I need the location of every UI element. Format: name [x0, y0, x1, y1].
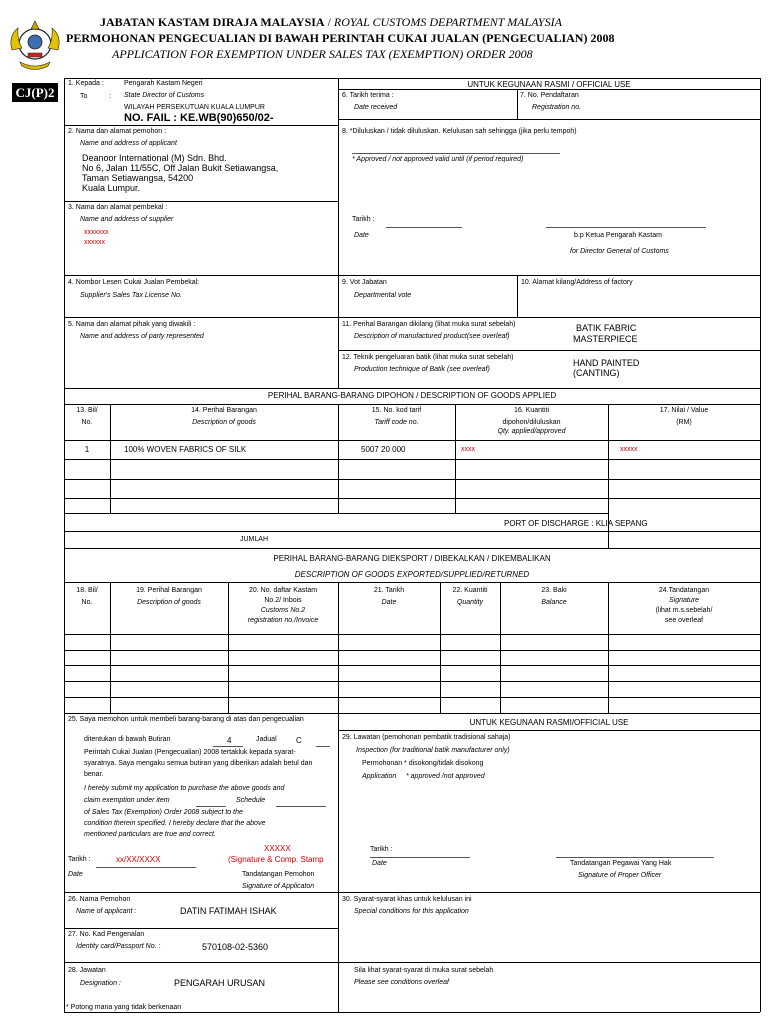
exp-col-date: 21. Tarikh Date: [373, 587, 405, 606]
item-underline: [213, 746, 243, 747]
row-no: 1: [84, 445, 90, 454]
row-tariff: 5007 20 000: [361, 445, 406, 454]
sec1-to: To: [80, 93, 88, 100]
sec30-sub: Special conditions for this application: [354, 908, 469, 915]
sec25-line3: Perintah Cukai Jualan (Pengecualian) 2008 tertakluk kepada syarat-: [84, 749, 296, 756]
exp-col-balance: 23. Baki Balance: [541, 587, 567, 606]
header-title: JABATAN KASTAM DIRAJA MALAYSIA / ROYAL CUSTOMS DEPARTMENT MALAYSIA: [100, 15, 562, 29]
goods-exported-title: PERIHAL BARANG-BARANG DIEKSPORT / DIBEKALKAN / DIKEMBALIKAN: [273, 554, 551, 563]
sec25-sig-sub: Signature of Applicaton: [242, 883, 315, 890]
sec25-en-3: of Sales Tax (Exemption) Order 2008 subject to the: [84, 809, 243, 816]
identity-number-value: 570108-02-5360: [202, 942, 269, 952]
sec12-sub: Production technique of Batik (see overleaf): [354, 366, 490, 373]
sec27-sub: Identity card/Passport No. :: [76, 943, 161, 950]
col-header-description: 14. Perihal Barangan Description of goods: [191, 407, 257, 426]
government-crest-icon: [6, 18, 64, 74]
header-subtitle: PERMOHONAN PENGECUALIAN DI BAWAH PERINTAH CUKAI JUALAN (PENGECUALIAN) 2008: [66, 31, 615, 45]
conditions-line-2: Please see conditions overleaf: [354, 979, 449, 986]
exp-col-signature: 24.Tandatangan Signature (lihat m.s.sebelah/ see overleaf: [655, 587, 713, 624]
supplier-value-1: xxxxxxx: [84, 229, 109, 236]
officer-date-line: [370, 857, 470, 858]
sec8-label: 8. *Diluluskan / tidak diluluskan. Kelulusan sah sehingga (jika perlu tempoh): [342, 128, 577, 135]
sec6-sub: Date received: [354, 104, 398, 111]
product-value-1: BATIK FABRIC: [576, 323, 637, 333]
col-header-quantity: 16. Kuantiti dipohon/diluluskan Qty. applied/approved: [497, 407, 566, 435]
col-header-no: 13. Bil/ No.: [76, 407, 98, 426]
sec25-date-value: xx/XX/XXXX: [116, 855, 161, 864]
exp-col-quantity: 22. Kuantiti Quantity: [452, 587, 488, 606]
sec9-sub: Departmental vote: [354, 292, 412, 299]
sec28-label: 28. Jawatan: [68, 967, 106, 974]
sec29-date-sub: Date: [372, 860, 387, 867]
director-bp: b.p Ketua Pengarah Kastam: [574, 232, 662, 239]
sec2-label: 2. Nama dan alamat pemohon :: [68, 128, 167, 135]
sec27-label: 27. No. Kad Pengenalan: [68, 931, 145, 938]
sec29-line3: Permohonan * disokong/tidak disokong: [362, 760, 484, 767]
en-item-underline: [196, 806, 226, 807]
sec29-line4a: Application: [362, 773, 397, 780]
schedule-underline: [316, 746, 330, 747]
director-date-line: [386, 227, 462, 228]
sec5-label: 5. Nama dan alamat pihak yang diwakili :: [68, 321, 196, 328]
sec25-line2b: Jadual: [256, 736, 277, 743]
sec7-label: 7. No. Pendaftaran: [520, 92, 579, 99]
sec26-sub: Name of applicant :: [76, 908, 137, 915]
form-code-badge: CJ(P)2: [12, 83, 58, 102]
sec25-en-2b: Schedule: [236, 797, 266, 804]
exp-col-no: 18. Bil/ No.: [76, 587, 98, 606]
sec28-sub: Designation :: [80, 980, 121, 987]
sec29-sub: Inspection (for traditional batik manufacturer only): [356, 747, 510, 754]
jumlah-label: JUMLAH: [240, 536, 269, 543]
footnote: * Potong mana yang tidak berkenaan: [66, 1004, 182, 1011]
sec1-colon: :: [109, 93, 111, 100]
goods-exported-title-en: DESCRIPTION OF GOODS EXPORTED/SUPPLIED/RETURNED: [294, 570, 530, 579]
sec1-line3: WILAYAH PERSEKUTUAN KUALA LUMPUR: [124, 104, 265, 111]
exp-col-description: 19. Perihal Barangan Description of goods: [136, 587, 202, 606]
supplier-value-2: xxxxxx: [84, 239, 105, 246]
signature-value-1: XXXXX: [264, 844, 291, 853]
sec25-en-5: mentioned particulars are true and correct.: [84, 831, 216, 838]
sec29-label: 29. Lawatan (pemohonan pembatik tradisional sahaja): [342, 734, 511, 741]
sec29-date-label: Tarikh :: [370, 846, 393, 853]
sec1-label: 1. Kepada :: [68, 80, 104, 87]
exp-col-registration: 20. No. daftar Kastam No.2/ Inbois Customs No.2 registration no./Invoice: [247, 587, 319, 624]
row-value: xxxxx: [620, 446, 638, 453]
applicant-address-3: Taman Setiawangsa, 54200: [82, 173, 194, 183]
sec6-label: 6. Tarikh terima :: [342, 92, 394, 99]
row-description: 100% WOVEN FABRICS OF SILK: [124, 445, 247, 454]
col-header-tariff: 15. No. kod tarif Tariff code no.: [371, 407, 422, 426]
sec1-line2: State Director of Customs: [124, 92, 205, 99]
director-date-label: Tarikh :: [352, 216, 375, 223]
official-use-header: UNTUK KEGUNAAN RASMI / OFFICIAL USE: [467, 80, 631, 89]
sec8-sub: * Approved / not approved valid until (if period required): [352, 156, 524, 163]
officer-signature-line: [556, 857, 714, 858]
sec29-sig-sub: Signature of Proper Officer: [578, 872, 662, 879]
sec4-label: 4. Nombor Lesen Cukai Jualan Pembekal:: [68, 279, 200, 286]
sec7-sub: Registration no.: [532, 104, 582, 111]
col-header-value: 17. Nilai / Value (RM): [659, 407, 709, 426]
sec4-sub: Supplier's Sales Tax License No.: [80, 292, 182, 299]
sec26-label: 26. Nama Pemohon: [68, 896, 131, 903]
technique-value-2: (CANTING): [573, 368, 620, 378]
sec30-label: 30. Syarat-syarat khas untuk kelulusan ini: [342, 896, 472, 903]
sec25-sig-label: Tandatangan Pemohon: [242, 871, 315, 878]
sec12-label: 12. Teknik pengeluaran batik (lihat muka surat sebelah): [342, 354, 514, 361]
sec11-label: 11. Perihal Barangan dikilang (lihat muka surat sebelah): [342, 321, 516, 328]
conditions-line-1: Sila lihat syarat-syarat di muka surat sebelah: [354, 967, 494, 974]
row-quantity: xxxx: [461, 446, 475, 453]
sec3-label: 3. Nama dan alamat pembekal :: [68, 204, 168, 211]
sec2-sub: Name and address of applicant: [80, 140, 177, 147]
sec25-line5: benar.: [84, 771, 104, 778]
official-use-header-2: UNTUK KEGUNAAN RASMI/OFFICIAL USE: [469, 718, 629, 727]
sec25-label: 25. Saya memohon untuk membeli barang-barang di atas dan pengecualian: [68, 716, 304, 723]
applicant-name-value: DATIN FATIMAH ISHAK: [180, 906, 277, 916]
applicant-address-2: No 6, Jalan 11/55C, Off Jalan Bukit Setiawangsa,: [82, 163, 279, 173]
director-signature-line: [546, 227, 706, 228]
director-date-sub: Date: [354, 232, 369, 239]
applicant-address-1: Deanoor International (M) Sdn. Bhd.: [82, 153, 227, 163]
sec1-line1: Pengarah Kastam Negeri: [124, 80, 203, 87]
sec9-label: 9. Vot Jabatan: [342, 279, 387, 286]
applicant-address-4: Kuala Lumpur.: [82, 183, 141, 193]
sec29-sig-label: Tandatangan Pegawai Yang Hak: [570, 860, 672, 867]
sec25-line4: syaratnya. Saya mengaku semua butiran yang diberikan adalah betul dan: [84, 760, 313, 767]
sec25-date-sub: Date: [68, 871, 83, 878]
goods-applied-title: PERIHAL BARANG-BARANG DIPOHON / DESCRIPTION OF GOODS APPLIED: [267, 391, 557, 400]
file-number: NO. FAIL : KE.WB(90)650/02-: [124, 112, 274, 124]
sec25-schedule-value: C: [296, 736, 302, 745]
sec3-sub: Name and address of supplier: [80, 216, 174, 223]
sec25-date-label: Tarikh :: [68, 856, 91, 863]
product-value-2: MASTERPIECE: [573, 334, 638, 344]
sec25-item-value: 4: [227, 736, 232, 745]
sec29-line4b: * approved /not approved: [406, 773, 485, 780]
sec25-en-2a: claim exemption under item: [84, 797, 170, 804]
signature-value-2: (Signature & Comp. Stamp: [228, 855, 324, 864]
port-of-discharge: PORT OF DISCHARGE : KLIA SEPANG: [504, 519, 648, 528]
en-schedule-underline: [276, 806, 326, 807]
sec5-sub: Name and address of party represented: [80, 333, 204, 340]
technique-value-1: HAND PAINTED: [573, 358, 640, 368]
applicant-date-line: [96, 867, 196, 868]
sec11-sub: Description of manufactured product(see overleaf): [354, 333, 510, 340]
sec8-line: [352, 153, 560, 154]
sec10-label: 10. Alamat kilang/Address of factory: [521, 279, 633, 286]
header-english-title: APPLICATION FOR EXEMPTION UNDER SALES TAX (EXEMPTION) ORDER 2008: [112, 47, 533, 61]
sec25-line2a: ditentukan di bawah Butiran: [84, 736, 171, 743]
director-for: for Director General of Customs: [570, 248, 669, 255]
sec25-en-4: condition therein specified. I hereby declare that the above: [84, 820, 266, 827]
sec25-en-1: I hereby submit my application to purchase the above goods and: [84, 785, 285, 792]
designation-value: PENGARAH URUSAN: [174, 978, 266, 988]
